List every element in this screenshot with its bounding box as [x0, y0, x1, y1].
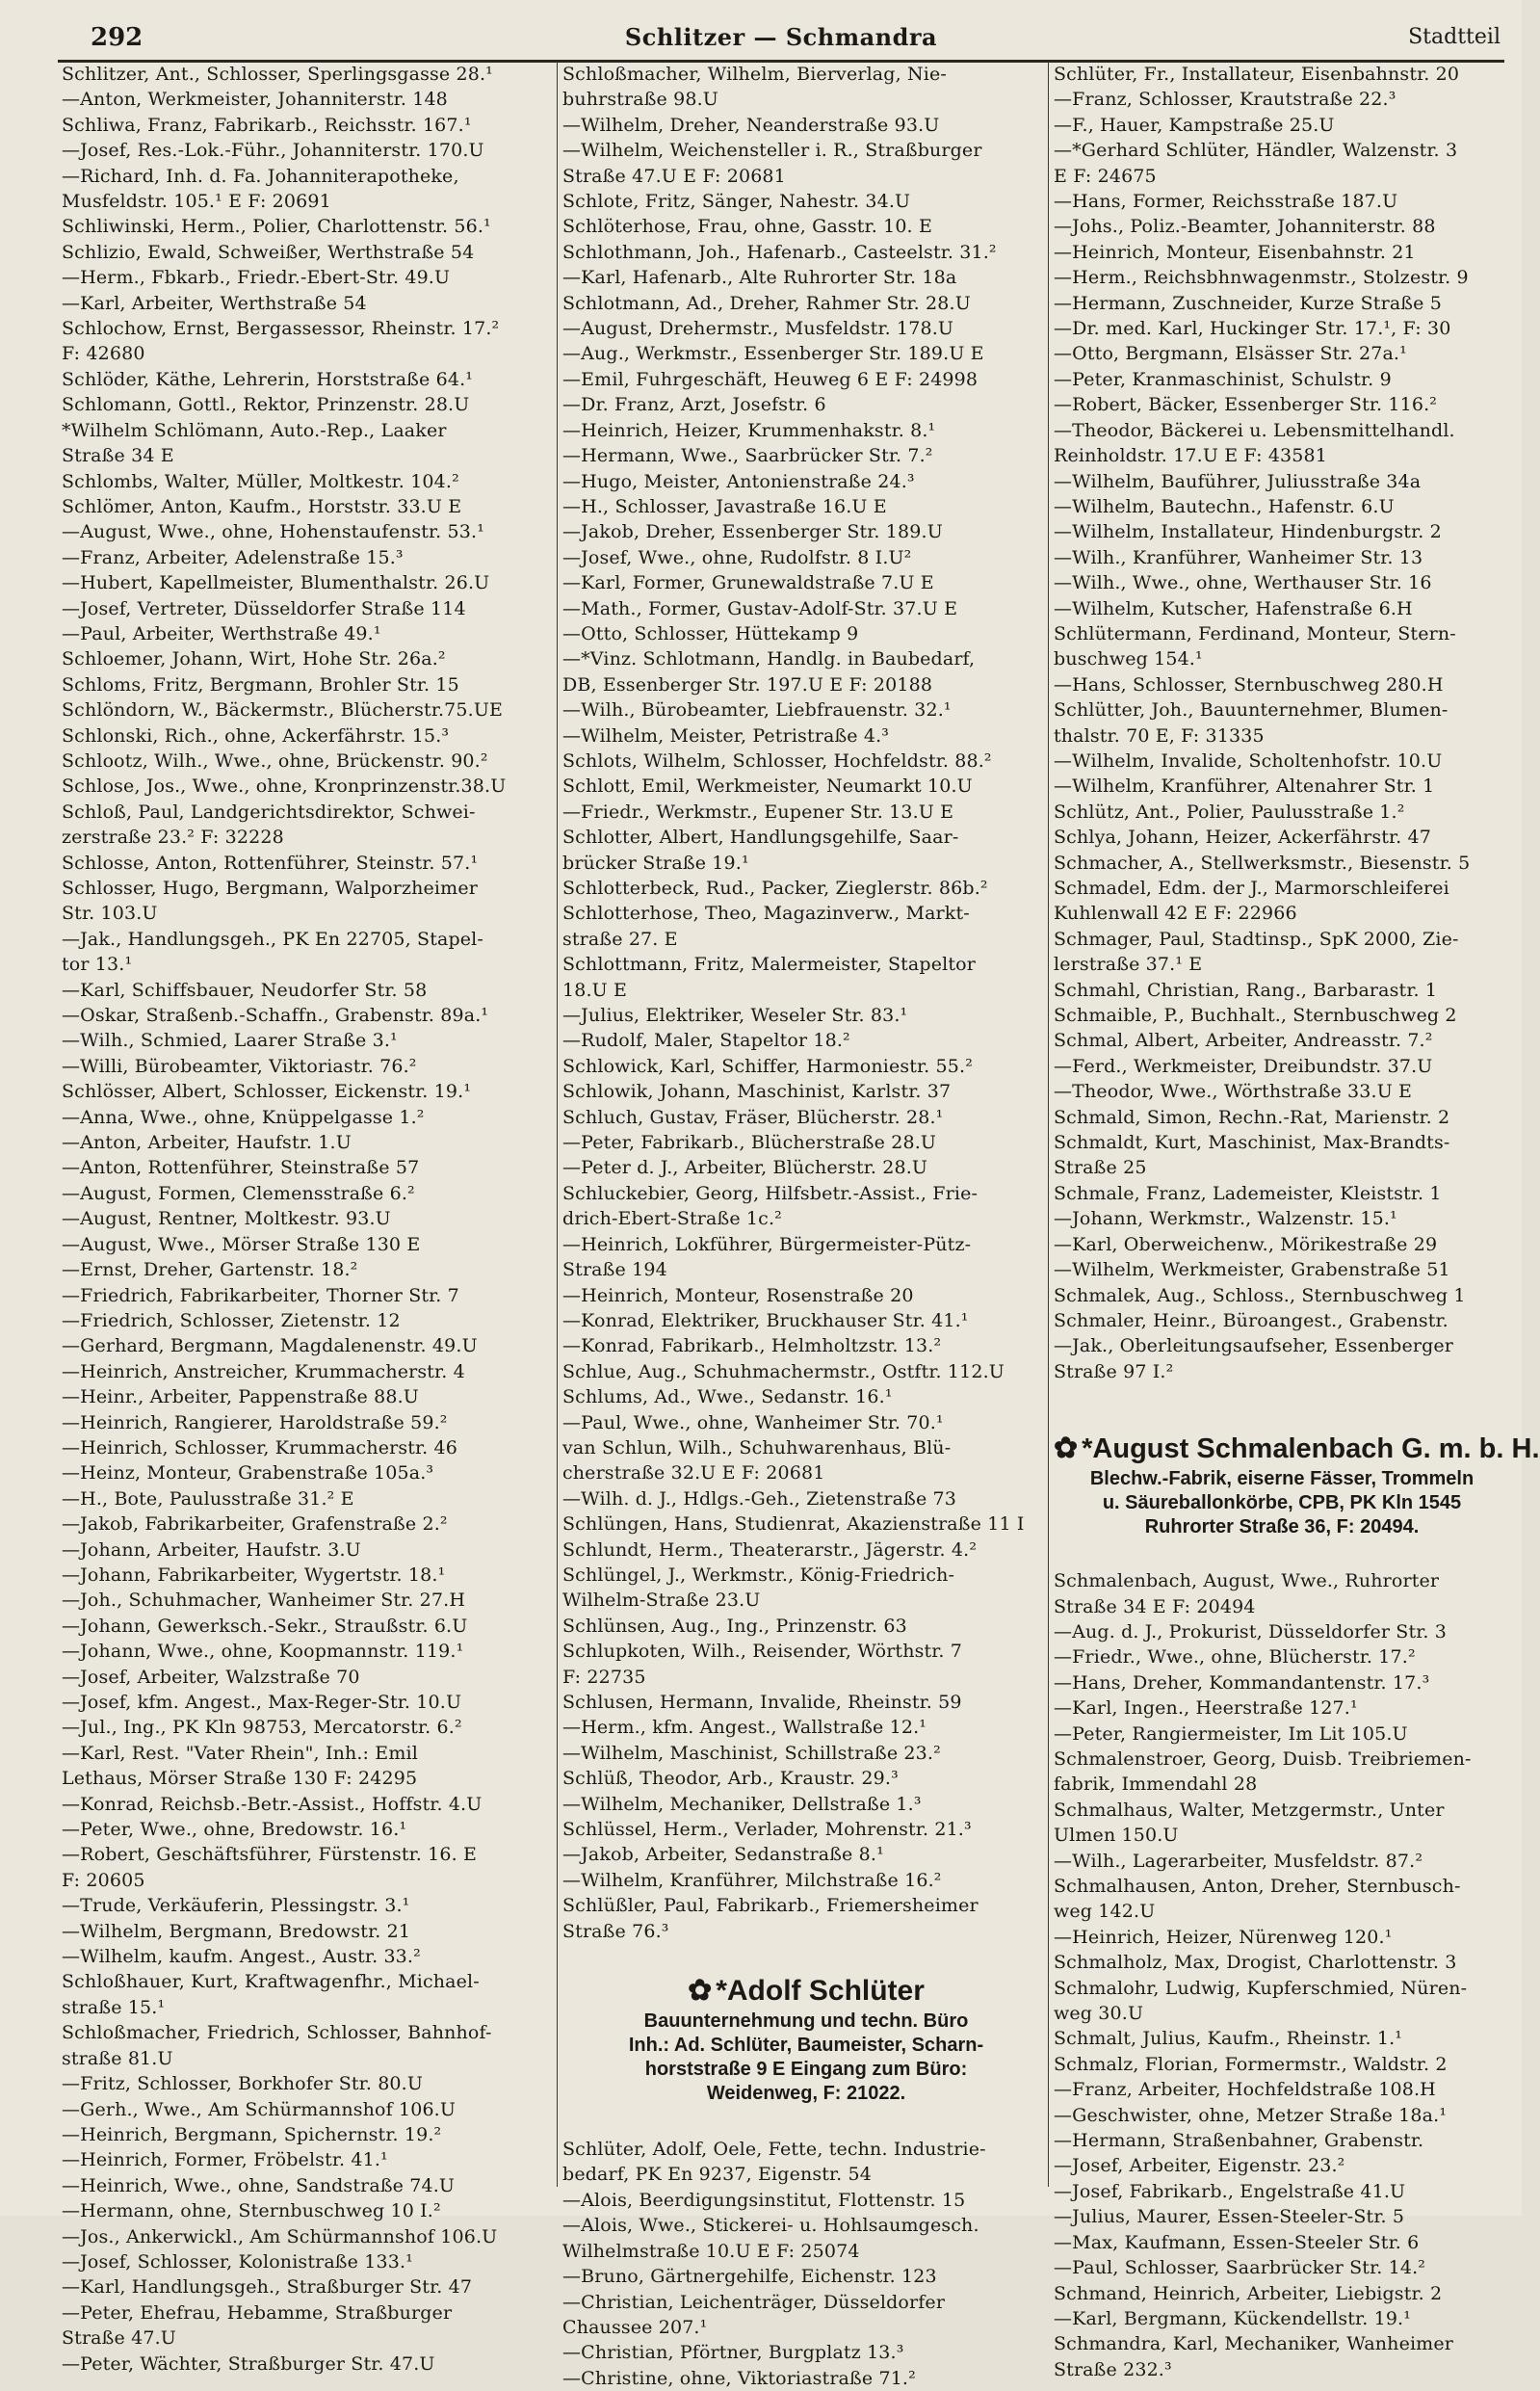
directory-entry: —Paul, Wwe., ohne, Wanheimer Str. 70.¹: [562, 1411, 944, 1433]
directory-entry: Schlums, Ad., Wwe., Sedanstr. 16.¹: [562, 1386, 893, 1408]
directory-entry: —Karl, Arbeiter, Werthstraße 54: [62, 292, 367, 314]
directory-entry: —Peter, Wächter, Straßburger Str. 47.U: [62, 2352, 435, 2375]
directory-entry: Straße 34 E: [62, 445, 174, 467]
directory-entry: —Peter d. J., Arbeiter, Blücherstr. 28.U: [562, 1157, 928, 1179]
directory-entry: Schloms, Fritz, Bergmann, Brohler Str. 15: [62, 673, 459, 696]
ad-title-text: *August Schmalenbach G. m. b. H.: [1082, 1433, 1540, 1465]
directory-entry: Schmalohr, Ludwig, Kupferschmied, Nüren-: [1054, 1977, 1468, 1999]
directory-entry: *Wilhelm Schlömann, Auto.-Rep., Laaker: [62, 419, 447, 441]
flower-ornament-icon: ✿: [688, 1975, 713, 2008]
directory-entry: —Konrad, Reichsb.-Betr.-Assist., Hoffstr. 4.U: [62, 1793, 483, 1815]
directory-entry: —Hans, Former, Reichsstraße 187.U: [1054, 191, 1398, 213]
directory-entry: Schmalek, Aug., Schloss., Sternbuschweg 1: [1054, 1284, 1466, 1306]
directory-entry: —Julius, Elektriker, Weseler Str. 83.¹: [562, 1005, 908, 1027]
directory-entry: —F., Hauer, Kampstraße 25.U: [1054, 114, 1335, 136]
directory-entry: brücker Straße 19.¹: [562, 852, 749, 874]
directory-entry: Schlöder, Käthe, Lehrerin, Horststraße 64.¹: [62, 368, 474, 390]
directory-entry: —Johs., Poliz.-Beamter, Johanniterstr. 88: [1054, 216, 1436, 238]
directory-entry: —Jos., Ankerwickl., Am Schürmannshof 106.U: [62, 2225, 498, 2247]
directory-entry: —Karl, Ingen., Heerstraße 127.¹: [1054, 1697, 1358, 1720]
directory-entry: —August, Wwe., Mörser Straße 130 E: [62, 1233, 421, 1255]
directory-entry: —Franz, Arbeiter, Hochfeldstraße 108.H: [1054, 2079, 1436, 2101]
directory-entry: Schmaldt, Kurt, Maschinist, Max-Brandts-: [1054, 1132, 1450, 1154]
ad-title: [1054, 1431, 1540, 1467]
directory-entry: —Wilh., Wwe., ohne, Werthauser Str. 16: [1054, 572, 1432, 594]
directory-entry: —Paul, Arbeiter, Werthstraße 49.¹: [62, 622, 381, 644]
directory-entry: zerstraße 23.² F: 32228: [62, 827, 284, 849]
directory-entry: Schlitzer, Ant., Schlosser, Sperlingsgasse 28.¹: [62, 64, 493, 85]
directory-entry: —Wilhelm, Weichensteller i. R., Straßburger: [562, 140, 982, 162]
directory-entry: —Josef, Arbeiter, Eigenstr. 23.²: [1054, 2155, 1345, 2177]
directory-entry: —Christine, ohne, Viktoriastraße 71.²: [562, 2367, 916, 2389]
directory-entry: straße 81.U: [62, 2047, 173, 2069]
directory-entry: Schlütermann, Ferdinand, Monteur, Stern-: [1054, 622, 1456, 644]
directory-entry: Schlose, Jos., Wwe., ohne, Kronprinzenstr.38.U: [62, 775, 507, 798]
directory-entry: Wilhelmstraße 10.U E F: 25074: [562, 2240, 860, 2262]
directory-entry: Schmale, Franz, Lademeister, Kleiststr. 1: [1054, 1182, 1442, 1204]
directory-entry: Schlöndorn, W., Bäckermstr., Blücherstr.75.UE: [62, 699, 504, 722]
directory-entry: —Karl, Bergmann, Kückendellstr. 19.¹: [1054, 2307, 1412, 2329]
running-head: Schlitzer — Schmandra: [624, 23, 938, 51]
directory-entry: buschweg 154.¹: [1054, 648, 1203, 670]
directory-entry: lerstraße 37.¹ E: [1054, 954, 1203, 976]
directory-entry: Schloßmacher, Friedrich, Schlosser, Bahnhof-: [62, 2022, 492, 2044]
directory-entry: —Heinr., Arbeiter, Pappenstraße 88.U: [62, 1386, 419, 1408]
directory-entry: F: 42680: [62, 343, 145, 365]
directory-entry: buhrstraße 98.U: [562, 89, 718, 111]
directory-entry: —Heinrich, Heizer, Krummenhakstr. 8.¹: [562, 419, 936, 441]
directory-entry: —Heinrich, Lokführer, Bürgermeister-Pütz-: [562, 1233, 972, 1255]
directory-entry: Schmal, Albert, Arbeiter, Andreasstr. 7.²: [1054, 1030, 1433, 1052]
directory-entry: Schlüssel, Herm., Verlader, Mohrenstr. 21.³: [562, 1819, 972, 1841]
directory-entry: —Theodor, Wwe., Wörthstraße 33.U E: [1054, 1081, 1413, 1103]
directory-entry: Schlotter, Albert, Handlungsgehilfe, Saar-: [562, 827, 959, 849]
directory-entry: —Franz, Arbeiter, Adelenstraße 15.³: [62, 546, 404, 568]
directory-entry: Schlüngen, Hans, Studienrat, Akazienstraße 11 I: [562, 1513, 1025, 1536]
directory-entry: Schloß, Paul, Landgerichtsdirektor, Schwei-: [62, 801, 476, 823]
directory-entry: —Dr. Franz, Arzt, Josefstr. 6: [562, 394, 826, 416]
directory-entry: Schlizio, Ewald, Schweißer, Werthstraße 54: [62, 241, 475, 263]
directory-entry: —Wilhelm, Meister, Petristraße 4.³: [562, 724, 890, 747]
directory-entry: —Herm., Reichsbhnwagenmstr., Stolzestr. 9: [1054, 267, 1469, 289]
directory-entry: —Karl, Rest. "Vater Rhein", Inh.: Emil: [62, 1742, 418, 1764]
directory-entry: Schlowick, Karl, Schiffer, Harmoniestr. 55.²: [562, 1055, 973, 1077]
directory-entry: —Aug., Werkmstr., Essenberger Str. 189.U E: [562, 343, 984, 365]
directory-entry: —Anna, Wwe., ohne, Knüppelgasse 1.²: [62, 1106, 425, 1128]
directory-entry: Schlotterbeck, Rud., Packer, Zieglerstr. 86b.²: [562, 878, 988, 899]
directory-entry: —Willi, Bürobeamter, Viktoriastr. 76.²: [62, 1055, 417, 1077]
directory-entry: —Friedrich, Fabrikarbeiter, Thorner Str. 7: [62, 1284, 459, 1306]
directory-entry: Schlüß, Theodor, Arb., Kraustr. 29.³: [562, 1768, 899, 1790]
directory-entry: —August, Drehermstr., Musfeldstr. 178.U: [562, 318, 954, 340]
directory-entry: drich-Ebert-Straße 1c.²: [562, 1208, 782, 1230]
directory-entry: Schlomann, Gottl., Rektor, Prinzenstr. 28.U: [62, 394, 470, 416]
directory-entry: Ulmen 150.U: [1054, 1825, 1179, 1847]
directory-entry: —Hermann, ohne, Sternbuschweg 10 I.²: [62, 2200, 441, 2222]
directory-entry: —Heinrich, Anstreicher, Krummacherstr. 4: [62, 1360, 465, 1382]
directory-entry: Schmahl, Christian, Rang., Barbarastr. 1: [1054, 979, 1438, 1001]
section-label: Stadtteil: [1408, 25, 1501, 49]
directory-entry: —Peter, Kranmaschinist, Schulstr. 9: [1054, 368, 1392, 390]
directory-entry: —Jak., Oberleitungsaufseher, Essenberger: [1054, 1335, 1454, 1357]
directory-column-3: [1054, 62, 1540, 2380]
directory-entry: Straße 232.³: [1054, 2358, 1172, 2380]
directory-entry: —Jakob, Dreher, Essenberger Str. 189.U: [562, 521, 943, 543]
directory-entry: Straße 76.³: [562, 1920, 669, 1942]
directory-entry: Schliwa, Franz, Fabrikarb., Reichsstr. 167.¹: [62, 114, 472, 136]
directory-entry: Lethaus, Mörser Straße 130 F: 24295: [62, 1768, 418, 1790]
directory-entry: —Hans, Schlosser, Sternbuschweg 280.H: [1054, 673, 1444, 696]
directory-entry: —Wilh., Lagerarbeiter, Musfeldstr. 87.²: [1054, 1850, 1423, 1872]
directory-entry: —Hugo, Meister, Antonienstraße 24.³: [562, 470, 915, 492]
directory-entry: Schloßmacher, Wilhelm, Bierverlag, Nie-: [562, 64, 947, 85]
directory-entry: —Wilh., Bürobeamter, Liebfrauenstr. 32.¹: [562, 699, 952, 722]
directory-entry: —Emil, Fuhrgeschäft, Heuweg 6 E F: 24998: [562, 368, 979, 390]
directory-entry: —Heinrich, Bergmann, Spichernstr. 19.²: [62, 2123, 442, 2145]
directory-entry: —Theodor, Bäckerei u. Lebensmittelhandl.: [1054, 419, 1455, 441]
directory-entry: Schlöterhose, Frau, ohne, Gasstr. 10. E: [562, 216, 932, 238]
directory-entry: —Heinrich, Monteur, Rosenstraße 20: [562, 1284, 914, 1306]
directory-entry: —Christian, Pförtner, Burgplatz 13.³: [562, 2342, 904, 2364]
directory-entry: —Johann, Fabrikarbeiter, Wygertstr. 18.¹: [62, 1563, 446, 1586]
directory-entry: —Friedrich, Schlosser, Zietenstr. 12: [62, 1309, 401, 1331]
directory-entry: —Alois, Wwe., Stickerei- u. Hohlsaumgesch.: [562, 2215, 979, 2237]
directory-entry: Schlochow, Ernst, Bergassessor, Rheinstr. 17.²: [62, 318, 500, 340]
directory-entry: Schlombs, Walter, Müller, Moltkestr. 104.²: [62, 470, 459, 492]
directory-entry: —Karl, Former, Grunewaldstraße 7.U E: [562, 572, 934, 594]
directory-entry: Schlots, Wilhelm, Schlosser, Hochfeldstr. 88.²: [562, 749, 992, 772]
directory-entry: Schmadel, Edm. der J., Marmorschleiferei: [1054, 878, 1449, 899]
directory-entry: —H., Bote, Paulusstraße 31.² E: [62, 1487, 354, 1510]
directory-entry: —Wilhelm, Kranführer, Altenahrer Str. 1: [1054, 775, 1435, 798]
directory-entry: —Josef, Schlosser, Kolonistraße 133.¹: [62, 2250, 413, 2273]
directory-entry: cherstraße 32.U E F: 20681: [562, 1462, 825, 1485]
directory-entry: —Wilhelm, Bauführer, Juliusstraße 34a: [1054, 470, 1422, 492]
directory-entry: Schmalhausen, Anton, Dreher, Sternbusch-: [1054, 1876, 1461, 1897]
directory-entry: —Wilhelm, kaufm. Angest., Austr. 33.²: [62, 1946, 421, 1968]
directory-entry: —August, Wwe., ohne, Hohenstaufenstr. 53.¹: [62, 521, 484, 543]
directory-entry: straße 15.¹: [62, 1996, 166, 2018]
directory-entry: Schlüßler, Paul, Fabrikarb., Friemersheimer: [562, 1895, 979, 1917]
directory-entry: —Jul., Ing., PK Kln 98753, Mercatorstr. 6.²: [62, 1717, 462, 1739]
directory-entry: Kuhlenwall 42 E F: 22966: [1054, 903, 1297, 925]
directory-entry: Wilhelm-Straße 23.U: [562, 1590, 761, 1612]
directory-entry: Straße 97 I.²: [1054, 1360, 1174, 1382]
directory-entry: Schmalt, Julius, Kaufm., Rheinstr. 1.¹: [1054, 2028, 1403, 2050]
directory-entry: —Peter, Fabrikarb., Blücherstraße 28.U: [562, 1132, 937, 1154]
directory-entry: DB, Essenberger Str. 197.U E F: 20188: [562, 673, 933, 696]
directory-entry: Straße 25: [1054, 1157, 1147, 1179]
directory-entry: —Christian, Leichenträger, Düsseldorfer: [562, 2291, 946, 2313]
directory-entry: Schloemer, Johann, Wirt, Hohe Str. 26a.²: [62, 648, 446, 670]
directory-entry: —H., Schlosser, Javastraße 16.U E: [562, 495, 887, 517]
directory-entry: —Julius, Maurer, Essen-Steeler-Str. 5: [1054, 2206, 1405, 2228]
directory-entry: Schmalhaus, Walter, Metzgermstr., Unter: [1054, 1799, 1445, 1821]
directory-column-1: [62, 62, 553, 2375]
directory-entry: fabrik, Immendahl 28: [1054, 1774, 1258, 1796]
directory-entry: Straße 47.U E F: 20681: [562, 165, 786, 187]
directory-entry: —Friedr., Werkmstr., Eupener Str. 13.U E: [562, 801, 954, 823]
directory-entry: Schlootz, Wilh., Wwe., ohne, Brückenstr. 90.²: [62, 749, 488, 772]
directory-entry: —Geschwister, ohne, Metzer Straße 18a.¹: [1054, 2104, 1448, 2126]
directory-entry: Schlusen, Hermann, Invalide, Rheinstr. 59: [562, 1692, 962, 1713]
directory-entry: Schlüter, Adolf, Oele, Fette, techn. Industrie-: [562, 2139, 986, 2161]
directory-entry: —Karl, Oberweichenw., Mörikestraße 29: [1054, 1233, 1438, 1255]
directory-entry: —Josef, Arbeiter, Walzstraße 70: [62, 1666, 360, 1688]
directory-entry: —Robert, Geschäftsführer, Fürstenstr. 16. E: [62, 1844, 478, 1866]
directory-entry: —Wilhelm, Mechaniker, Dellstraße 1.³: [562, 1793, 922, 1815]
directory-entry: Schlonski, Rich., ohne, Ackerfährstr. 15.³: [62, 724, 450, 747]
directory-entry: —Jakob, Arbeiter, Sedanstraße 8.¹: [562, 1844, 884, 1866]
directory-entry: Schlue, Aug., Schuhmachermstr., Ostftr. 112.U: [562, 1360, 1005, 1382]
page-number: 292: [91, 23, 144, 52]
directory-entry: —Max, Kaufmann, Essen-Steeler Str. 6: [1054, 2231, 1420, 2253]
directory-entry: —Josef, kfm. Angest., Max-Reger-Str. 10.U: [62, 1692, 462, 1713]
directory-entry: —Wilhelm, Invalide, Scholtenhofstr. 10.U: [1054, 749, 1443, 772]
directory-entry: —Heinrich, Rangierer, Haroldstraße 59.²: [62, 1411, 448, 1433]
directory-entry: —Josef, Res.-Lok.-Führ., Johanniterstr. 170.U: [62, 140, 484, 162]
directory-entry: —Johann, Gewerksch.-Sekr., Straußstr. 6.U: [62, 1615, 468, 1637]
directory-entry: Straße 34 E F: 20494: [1054, 1595, 1256, 1617]
directory-entry: Schlothmann, Joh., Hafenarb., Casteelstr. 31.²: [562, 241, 997, 263]
directory-entry: Str. 103.U: [62, 903, 158, 925]
directory-entry: —Peter, Rangiermeister, Im Lit 105.U: [1054, 1722, 1408, 1745]
directory-entry: Schlosser, Hugo, Bergmann, Walporzheimer: [62, 878, 478, 899]
directory-entry: —Wilh., Kranführer, Wanheimer Str. 13: [1054, 546, 1423, 568]
directory-entry: Schlott, Emil, Werkmeister, Neumarkt 10.U: [562, 775, 973, 798]
directory-entry: —Ferd., Werkmeister, Dreibundstr. 37.U: [1054, 1055, 1433, 1077]
directory-entry: —August, Rentner, Moltkestr. 93.U: [62, 1208, 391, 1230]
directory-entry: —Wilhelm, Dreher, Neanderstraße 93.U: [562, 114, 940, 136]
directory-entry: E F: 24675: [1054, 165, 1157, 187]
directory-entry: —Richard, Inh. d. Fa. Johanniterapotheke,: [62, 165, 459, 187]
directory-entry: Straße 47.U: [62, 2327, 176, 2350]
directory-entry: weg 30.U: [1054, 2003, 1144, 2025]
ad-line: Blechw.-Fabrik, eiserne Fässer, Trommeln: [1089, 1468, 1475, 1490]
directory-entry: —Konrad, Fabrikarb., Helmholtzstr. 13.²: [562, 1335, 942, 1357]
directory-entry: Schlömer, Anton, Kaufm., Horststr. 33.U E: [62, 495, 462, 517]
directory-entry: Schlupkoten, Wilh., Reisender, Wörthstr. 7: [562, 1641, 963, 1663]
directory-entry: —Wilhelm, Bautechn., Hafenstr. 6.U: [1054, 495, 1395, 517]
directory-entry: —Herm., kfm. Angest., Wallstraße 12.¹: [562, 1717, 927, 1739]
directory-entry: —Peter, Wwe., ohne, Bredowstr. 16.¹: [62, 1819, 407, 1841]
directory-entry: Reinholdstr. 17.U E F: 43581: [1054, 445, 1328, 467]
directory-entry: —Dr. med. Karl, Huckinger Str. 17.¹, F: 30: [1054, 318, 1451, 340]
directory-entry: —Peter, Ehefrau, Hebamme, Straßburger: [62, 2301, 453, 2324]
directory-entry: —Johann, Arbeiter, Haufstr. 3.U: [62, 1538, 361, 1561]
directory-entry: Schlowik, Johann, Maschinist, Karlstr. 37: [562, 1081, 952, 1103]
directory-entry: —Anton, Rottenführer, Steinstraße 57: [62, 1157, 420, 1179]
directory-entry: Schlütter, Joh., Bauunternehmer, Blumen-: [1054, 699, 1449, 722]
directory-entry: Schliwinski, Herm., Polier, Charlottenstr. 56.¹: [62, 216, 491, 238]
directory-entry: straße 27. E: [562, 928, 678, 950]
directory-entry: —Josef, Fabrikarb., Engelstraße 41.U: [1054, 2180, 1406, 2202]
directory-entry: —Heinz, Monteur, Grabenstraße 105a.³: [62, 1462, 434, 1485]
directory-entry: Schmacher, A., Stellwerksmstr., Biesenstr. 5: [1054, 852, 1471, 874]
directory-entry: —Heinrich, Monteur, Eisenbahnstr. 21: [1054, 241, 1416, 263]
directory-entry: tor 13.¹: [62, 954, 133, 976]
directory-entry: —Anton, Arbeiter, Haufstr. 1.U: [62, 1132, 352, 1154]
directory-entry: —Wilhelm, Bergmann, Bredowstr. 21: [62, 1920, 411, 1942]
advertisement-block: [1054, 1431, 1540, 1539]
directory-entry: —Wilh. d. J., Hdlgs.-Geh., Zietenstraße 73: [562, 1487, 957, 1510]
directory-entry: —Josef, Vertreter, Düsseldorfer Straße 114: [62, 597, 466, 619]
directory-entry: —Wilhelm, Kutscher, Hafenstraße 6.H: [1054, 597, 1413, 619]
ad-line: Weidenweg, F: 21022.: [706, 2083, 906, 2105]
directory-entry: Schlya, Johann, Heizer, Ackerfährstr. 47: [1054, 827, 1432, 849]
directory-entry: Schmalholz, Max, Drogist, Charlottenstr. 3: [1054, 1952, 1457, 1974]
ad-line: Ruhrorter Straße 36, F: 20494.: [1144, 1516, 1420, 1538]
directory-entry: —Oskar, Straßenb.-Schaffn., Grabenstr. 89a.¹: [62, 1005, 489, 1027]
directory-entry: weg 142.U: [1054, 1901, 1156, 1923]
ad-title: [562, 1973, 1050, 2010]
directory-entry: —Hubert, Kapellmeister, Blumenthalstr. 26.U: [62, 572, 490, 594]
directory-entry: —Trude, Verkäuferin, Plessingstr. 3.¹: [62, 1895, 410, 1917]
directory-entry: Schlotmann, Ad., Dreher, Rahmer Str. 28.U: [562, 292, 971, 314]
directory-entry: F: 22735: [562, 1666, 646, 1688]
directory-entry: Schmandra, Karl, Mechaniker, Wanheimer: [1054, 2333, 1453, 2355]
directory-entry: —Bruno, Gärtnergehilfe, Eichenstr. 123: [562, 2266, 937, 2288]
directory-entry: —Wilhelm, Maschinist, Schillstraße 23.²: [562, 1742, 941, 1764]
directory-entry: —Johann, Werkmstr., Walzenstr. 15.¹: [1054, 1208, 1397, 1230]
directory-entry: Schlütz, Ant., Polier, Paulusstraße 1.²: [1054, 801, 1405, 823]
directory-entry: —Konrad, Elektriker, Bruckhauser Str. 41.¹: [562, 1309, 969, 1331]
directory-entry: Schmand, Heinrich, Arbeiter, Liebigstr. 2: [1054, 2282, 1443, 2304]
directory-entry: —Herm., Fbkarb., Friedr.-Ebert-Str. 49.U: [62, 267, 451, 289]
directory-entry: Schmalenbach, August, Wwe., Ruhrorter: [1054, 1570, 1440, 1592]
directory-entry: —Wilhelm, Werkmeister, Grabenstraße 51: [1054, 1259, 1450, 1281]
directory-entry: Straße 194: [562, 1259, 667, 1281]
directory-entry: —Franz, Schlosser, Krautstraße 22.³: [1054, 89, 1396, 111]
directory-entry: —Josef, Wwe., ohne, Rudolfstr. 8 I.U²: [562, 546, 912, 568]
directory-entry: Schlüngel, J., Werkmstr., König-Friedrich-: [562, 1563, 955, 1586]
directory-entry: Chaussee 207.¹: [562, 2316, 708, 2338]
directory-entry: van Schlun, Wilh., Schuhwarenhaus, Blü-: [562, 1436, 952, 1458]
directory-entry: —Heinrich, Former, Fröbelstr. 41.¹: [62, 2149, 388, 2171]
directory-entry: —Heinrich, Heizer, Nürenweg 120.¹: [1054, 1926, 1393, 1948]
directory-entry: —Jak., Handlungsgeh., PK En 22705, Stapel-: [62, 928, 483, 950]
directory-entry: —Wilh., Schmied, Laarer Straße 3.¹: [62, 1030, 398, 1052]
directory-entry: —Jakob, Fabrikarbeiter, Grafenstraße 2.²: [62, 1513, 448, 1536]
directory-entry: Schluch, Gustav, Fräser, Blücherstr. 28.¹: [562, 1106, 944, 1128]
directory-entry: —Wilhelm, Installateur, Hindenburgstr. 2: [1054, 521, 1442, 543]
directory-entry: 18.U E: [562, 979, 628, 1001]
directory-entry: F: 20605: [62, 1869, 145, 1891]
directory-entry: —Hermann, Straßenbahner, Grabenstr.: [1054, 2130, 1424, 2152]
flower-ornament-icon: ✿: [1054, 1432, 1079, 1465]
directory-entry: bedarf, PK En 9237, Eigenstr. 54: [562, 2164, 873, 2186]
ad-line: Bauunternehmung und techn. Büro: [643, 2010, 969, 2033]
directory-entry: Musfeldstr. 105.¹ E F: 20691: [62, 191, 331, 213]
directory-entry: —Hans, Dreher, Kommandantenstr. 17.³: [1054, 1671, 1430, 1694]
directory-entry: —Anton, Werkmeister, Johanniterstr. 148: [62, 89, 448, 111]
ad-line: u. Säureballonkörbe, CPB, PK Kln 1545: [1102, 1492, 1462, 1514]
directory-entry: —Rudolf, Maler, Stapeltor 18.²: [562, 1030, 850, 1052]
directory-entry: Schlösser, Albert, Schlosser, Eickenstr. 19.¹: [62, 1081, 472, 1103]
directory-entry: Schlote, Fritz, Sänger, Nahestr. 34.U: [562, 191, 911, 213]
directory-entry: —Hermann, Wwe., Saarbrücker Str. 7.²: [562, 445, 933, 467]
directory-entry: Schmager, Paul, Stadtinsp., SpK 2000, Zie-: [1054, 928, 1459, 950]
page-header: [58, 21, 1504, 63]
directory-entry: —Ernst, Dreher, Gartenstr. 18.²: [62, 1259, 358, 1281]
directory-entry: —Karl, Handlungsgeh., Straßburger Str. 47: [62, 2276, 473, 2299]
directory-entry: Schloßhauer, Kurt, Kraftwagenfhr., Michael-: [62, 1971, 480, 1993]
directory-entry: Schluckebier, Georg, Hilfsbetr.-Assist., Frie-: [562, 1182, 979, 1204]
directory-entry: —Friedr., Wwe., ohne, Blücherstr. 17.²: [1054, 1646, 1416, 1668]
directory-entry: —Hermann, Zuschneider, Kurze Straße 5: [1054, 292, 1442, 314]
directory-entry: —Alois, Beerdigungsinstitut, Flottenstr. 15: [562, 2189, 966, 2211]
directory-entry: Schlosse, Anton, Rottenführer, Steinstr. 57.¹: [62, 852, 479, 874]
directory-entry: —August, Formen, Clemensstraße 6.²: [62, 1182, 415, 1204]
directory-entry: Schlüter, Fr., Installateur, Eisenbahnstr. 20: [1054, 64, 1460, 85]
directory-column-2: [562, 62, 1050, 2389]
directory-entry: Schlotterhose, Theo, Magazinverw., Markt-: [562, 903, 970, 925]
ad-line: horststraße 9 E Eingang zum Büro:: [644, 2059, 968, 2081]
directory-entry: —*Vinz. Schlotmann, Handlg. in Baubedarf,: [562, 648, 976, 670]
directory-entry: —Heinrich, Wwe., ohne, Sandstraße 74.U: [62, 2174, 456, 2196]
ad-title-text: *Adolf Schlüter: [716, 1975, 925, 2008]
directory-entry: Schmalz, Florian, Formermstr., Waldstr. 2: [1054, 2053, 1448, 2075]
directory-entry: Schlottmann, Fritz, Malermeister, Stapeltor: [562, 954, 976, 976]
directory-entry: Schmaler, Heinr., Büroangest., Grabenstr.: [1054, 1309, 1449, 1331]
directory-entry: —Gerh., Wwe., Am Schürmannshof 106.U: [62, 2098, 457, 2120]
directory-entry: —Aug. d. J., Prokurist, Düsseldorfer Str. 3: [1054, 1620, 1448, 1642]
directory-entry: —Heinrich, Schlosser, Krummacherstr. 46: [62, 1436, 458, 1458]
directory-entry: Schmalenstroer, Georg, Duisb. Treibriemen-: [1054, 1747, 1472, 1770]
directory-entry: Schmaible, P., Buchhalt., Sternbuschweg 2: [1054, 1005, 1457, 1027]
directory-entry: —Otto, Schlosser, Hüttekamp 9: [562, 622, 859, 644]
directory-entry: —Math., Former, Gustav-Adolf-Str. 37.U E: [562, 597, 958, 619]
directory-entry: —Karl, Hafenarb., Alte Ruhrorter Str. 18a: [562, 267, 957, 289]
directory-entry: Schlundt, Herm., Theaterarstr., Jägerstr. 4.²: [562, 1538, 978, 1561]
directory-entry: —Johann, Wwe., ohne, Koopmannstr. 119.¹: [62, 1641, 464, 1663]
directory-entry: —Robert, Bäcker, Essenberger Str. 116.²: [1054, 394, 1438, 416]
directory-entry: —Joh., Schuhmacher, Wanheimer Str. 27.H: [62, 1590, 466, 1612]
directory-entry: —*Gerhard Schlüter, Händler, Walzenstr. 3: [1054, 140, 1458, 162]
directory-entry: Schmald, Simon, Rechn.-Rat, Marienstr. 2: [1054, 1106, 1450, 1128]
directory-entry: —Wilhelm, Kranführer, Milchstraße 16.²: [562, 1869, 942, 1891]
ad-line: Inh.: Ad. Schlüter, Baumeister, Scharn-: [628, 2035, 984, 2057]
directory-entry: —Paul, Schlosser, Saarbrücker Str. 14.²: [1054, 2257, 1426, 2279]
directory-entry: —Gerhard, Bergmann, Magdalenenstr. 49.U: [62, 1335, 478, 1357]
directory-entry: thalstr. 70 E, F: 31335: [1054, 724, 1265, 747]
directory-entry: —Karl, Schiffsbauer, Neudorfer Str. 58: [62, 979, 428, 1001]
advertisement-block: [562, 1973, 1050, 2106]
directory-entry: —Otto, Bergmann, Elsässer Str. 27a.¹: [1054, 343, 1407, 365]
directory-entry: Schlünsen, Aug., Ing., Prinzenstr. 63: [562, 1615, 907, 1637]
column-divider: [557, 62, 558, 2187]
directory-entry: —Fritz, Schlosser, Borkhofer Str. 80.U: [62, 2073, 424, 2095]
